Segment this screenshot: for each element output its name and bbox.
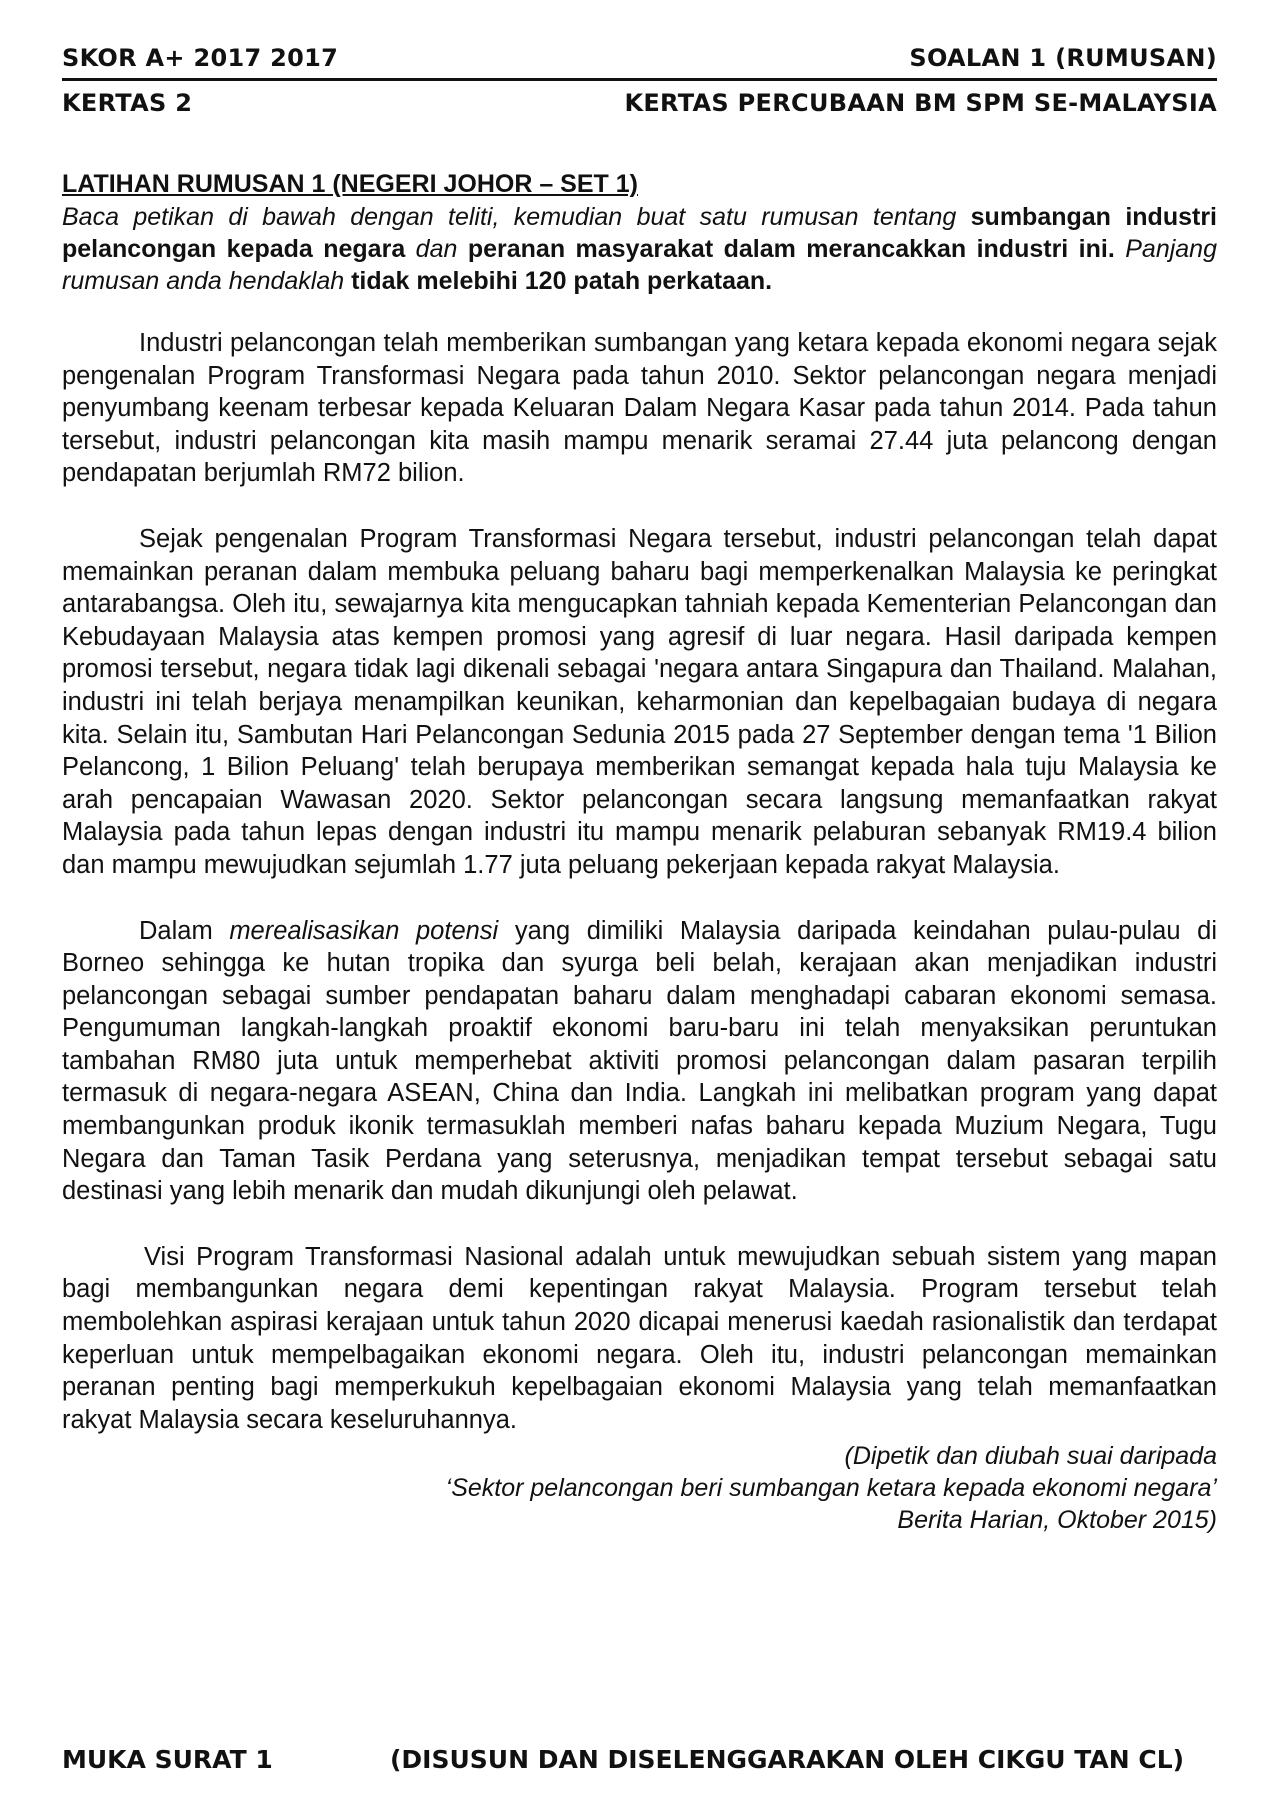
passage-paragraph-4: Visi Program Transformasi Nasional adalah untuk mewujudkan sebuah sistem yang mapan bagi membangunkan negara demi kepentingan rakyat Malaysia. Program tersebut telah membolehkan aspirasi kerajaan untuk tahun 2020 dicapai menerusi kaedah rasionalistik dan terdapat keperluan untuk mempelbagaikan ekonomi negara. Oleh itu, industri pelancongan memainkan peranan penting bagi memperkukuh kepelbagaian ekonomi Malaysia yang telah memanfaatkan rakyat Malaysia secara keseluruhannya. <box>62 1242 1217 1434</box>
instruction-text-1: Baca petikan di bawah dengan teliti, kemudian buat satu rumusan tentang <box>62 203 971 231</box>
header-second-row <box>62 89 1217 117</box>
source-line-1: (Dipetik dan diubah suai daripada <box>844 1442 1217 1471</box>
document-page <box>62 44 1217 1536</box>
passage-paragraph-1: Industri pelancongan telah memberikan sumbangan yang ketara kepada ekonomi negara sejak pengenalan Program Transformasi Negara pada tahun 2010. Sektor pelancongan negara menjadi penyumbang keenam terbesar kepada Keluaran Dalam Negara Kasar pada tahun 2014. Pada tahun tersebut, industri pelancongan kita masih mampu menarik seramai 27.44 juta pelancong dengan pendapatan berjumlah RM72 bilion. <box>62 329 1217 488</box>
source-line-3: Berita Harian, Oktober 2015) <box>897 1506 1217 1535</box>
instruction-text-2: dan <box>405 235 468 263</box>
instruction-topic-2: peranan masyarakat dalam merancakkan industri ini. <box>467 235 1115 263</box>
instruction-word-limit: tidak melebihi 120 patah perkataan. <box>351 267 773 295</box>
footer-page-number: MUKA SURAT 1 <box>62 1745 273 1774</box>
source-citation <box>62 1440 1217 1536</box>
exercise-title: LATIHAN RUMUSAN 1 (NEGERI JOHOR – SET 1) <box>62 170 638 198</box>
paragraph-3-text-b: yang dimiliki Malaysia daripada keindahan pulau-pulau di Borneo sehingga ke hutan tropika dan syurga beli belah, kerajaan akan menjadikan industri pelancongan sebagai sumber pendapatan baharu dalam menghadapi cabaran ekonomi semasa. Pengumuman langkah-langkah proaktif ekonomi baru-baru ini telah menyaksikan peruntukan tambahan RM80 juta untuk memperhebat aktiviti promosi pelancongan dalam pasaran terpilih termasuk di negara-negara ASEAN, China dan India. Langkah ini melibatkan program yang dapat membangunkan produk ikonik termasuklah memberi nafas baharu kepada Muzium Negara, Tugu Negara dan Taman Tasik Perdana yang seterusnya, menjadikan tempat tersebut sebagai satu destinasi yang lebih menarik dan mudah dikunjungi oleh pelawat. <box>62 916 1217 1206</box>
header-exam-label: KERTAS PERCUBAAN BM SPM SE-MALAYSIA <box>624 89 1217 117</box>
instruction-text-3: Panjang rumusan anda hendaklah <box>62 235 1217 295</box>
footer-credit: (DISUSUN DAN DISELENGGARAKAN OLEH CIKGU TAN CL) <box>390 1745 1185 1774</box>
instruction-topic-1: sumbangan industri pelancongan kepada negara <box>62 203 1217 263</box>
header-question-label: SOALAN 1 (RUMUSAN) <box>909 44 1217 72</box>
paragraph-3-text-a: Dalam <box>139 916 230 945</box>
header-paper-label: KERTAS 2 <box>62 89 193 117</box>
passage-paragraph-3 <box>62 915 1217 1208</box>
paragraph-3-emphasis: merealisasikan potensi <box>229 916 499 945</box>
passage-paragraph-2: Sejak pengenalan Program Transformasi Negara tersebut, industri pelancongan telah dapat memainkan peranan dalam membuka peluang baharu bagi memperkenalkan Malaysia ke peringkat antarabangsa. Oleh itu, sewajarnya kita mengucapkan tahniah kepada Kementerian Pelancongan dan Kebudayaan Malaysia atas kempen promosi yang agresif di luar negara. Hasil daripada kempen promosi tersebut, negara tidak lagi dikenali sebagai 'negara antara Singapura dan Thailand. Malahan, industri ini telah berjaya menampilkan keunikan, keharmonian dan kepelbagaian budaya di negara kita. Selain itu, Sambutan Hari Pelancongan Sedunia 2015 pada 27 September dengan tema '1 Bilion Pelancong, 1 Bilion Peluang' telah berupaya memberikan semangat kepada hala tuju Malaysia ke arah pencapaian Wawasan 2020. Sektor pelancongan secara langsung memanfaatkan rakyat Malaysia pada tahun lepas dengan industri itu mampu menarik pelaburan sebanyak RM19.4 bilion dan mampu mewujudkan sejumlah 1.77 juta peluang pekerjaan kepada rakyat Malaysia. <box>62 524 1217 879</box>
header-score-label: SKOR A+ 2017 2017 <box>62 44 339 72</box>
exercise-instructions <box>62 201 1217 297</box>
source-line-2: ‘Sektor pelancongan beri sumbangan ketara kepada ekonomi negara’ <box>445 1474 1217 1503</box>
header-top-row <box>62 44 1217 81</box>
